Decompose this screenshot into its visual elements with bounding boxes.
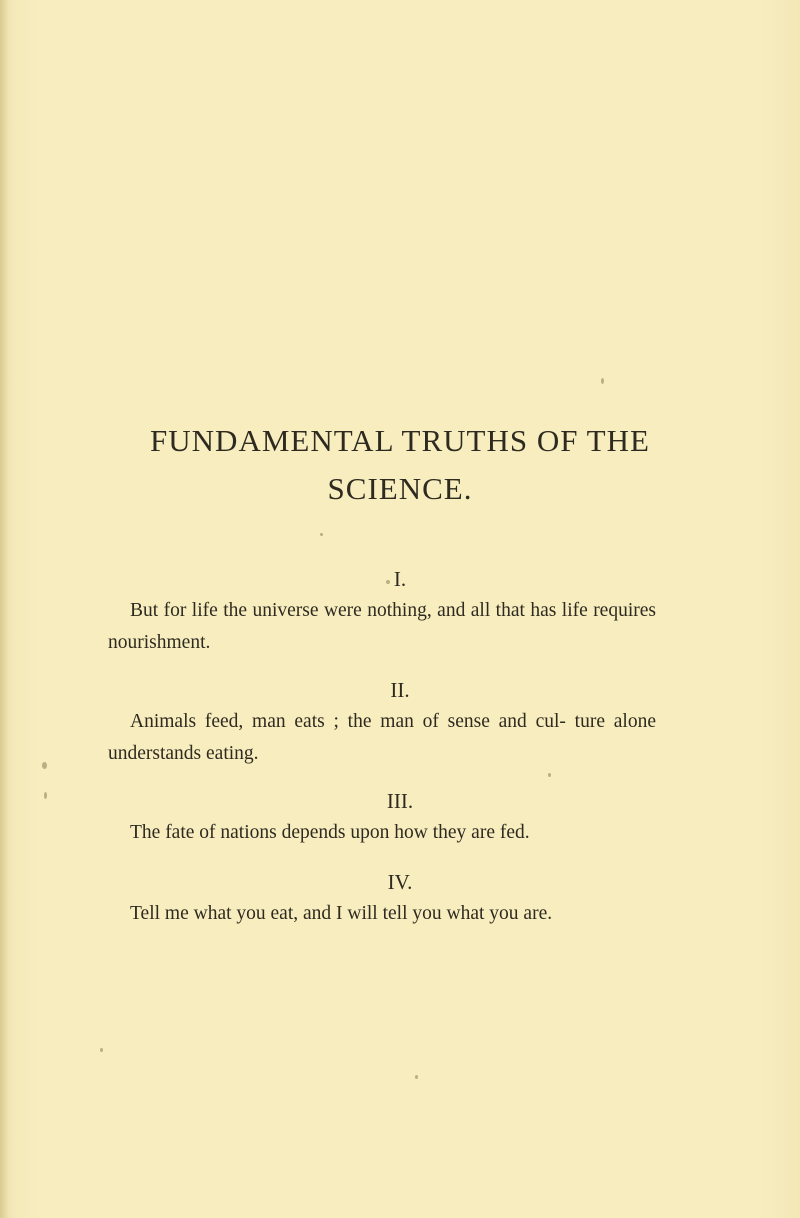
- paper-speck: [548, 773, 551, 777]
- truth-numeral-4: IV.: [387, 870, 413, 894]
- page-title-continued: SCIENCE.: [327, 471, 473, 506]
- truth-text-2: Animals feed, man eats ; the man of sense and cul- ture alone understands eating.: [108, 711, 656, 764]
- binding-edge: [0, 0, 8, 1218]
- paper-speck: [42, 762, 47, 769]
- page-title: FUNDAMENTAL TRUTHS OF THE: [150, 423, 650, 458]
- truth-numeral-3: III.: [386, 789, 414, 813]
- truth-text-3: The fate of nations depends upon how they are fed.: [130, 822, 530, 843]
- truth-text-4: Tell me what you eat, and I will tell you what you are.: [130, 903, 553, 924]
- paper-speck: [386, 580, 390, 584]
- paper-speck: [415, 1075, 418, 1079]
- paper-speck: [44, 792, 47, 799]
- paper-speck: [320, 533, 323, 536]
- paper-speck: [100, 1048, 103, 1052]
- truth-numeral-1: I.: [393, 567, 407, 591]
- paper-speck: [601, 378, 604, 384]
- truth-text-1: But for life the universe were nothing, and all that has life requires nourishment.: [108, 600, 656, 653]
- truth-numeral-2: II.: [390, 678, 410, 702]
